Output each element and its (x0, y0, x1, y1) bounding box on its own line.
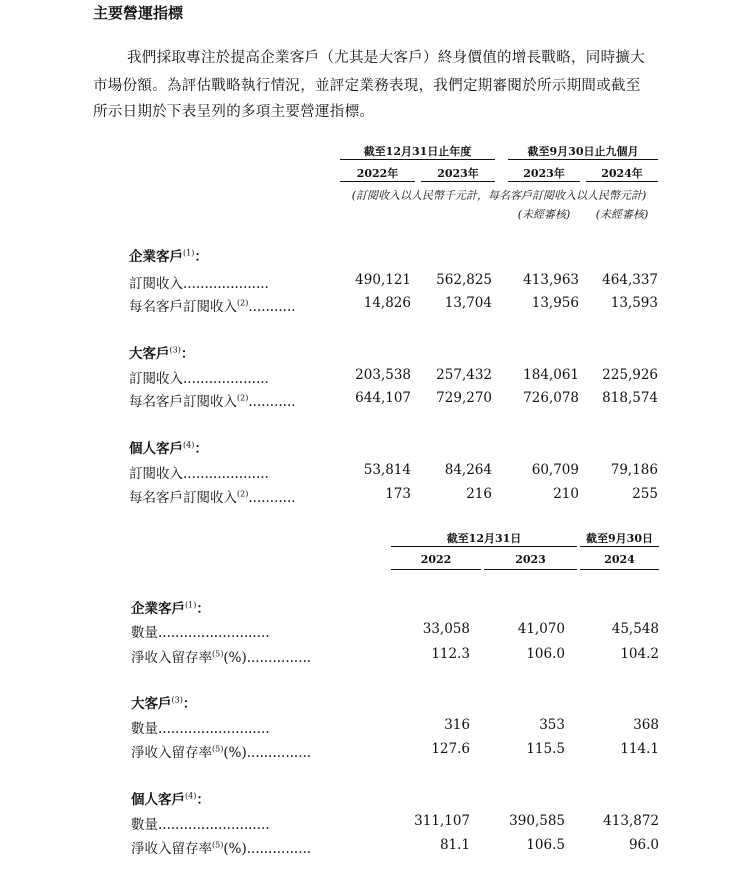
t1-year-header: 2023年 (437, 167, 479, 180)
t1-row-label: 每名客戶訂閱收入$^{(2)}$........... (129, 298, 296, 315)
t2-year-rule (484, 569, 577, 570)
t1-cell: 257,432 (436, 367, 492, 383)
section-title: 主要營運指標 (93, 4, 184, 22)
t2-cell: 390,585 (509, 813, 565, 829)
t1-row-label: 訂閱收入.................... (129, 276, 269, 292)
t2-row-label: 淨收入留存率$^{(5)}$(%)............... (131, 649, 312, 666)
t1-cell: 13,956 (531, 295, 579, 311)
t2-year-header: 2024 (604, 553, 635, 566)
t2-year-rule (580, 569, 659, 570)
t1-cell: 210 (553, 486, 579, 502)
t1-section-individual: 個人客戶$^{(4)}$： (129, 440, 208, 457)
t2-section-large: 大客戶$^{(3)}$： (131, 695, 197, 712)
t2-cell: 413,872 (603, 813, 659, 829)
intro-line-3: 所示日期於下表呈列的多項主要營運指標。 (93, 104, 375, 120)
t1-year-header: 2024年 (601, 167, 643, 180)
t2-cell: 106.0 (526, 646, 565, 662)
t2-year-header: 2023 (515, 553, 546, 566)
t1-cell: 644,107 (355, 390, 411, 406)
t1-cell: 225,926 (602, 367, 658, 383)
t2-year-rule (391, 569, 481, 570)
t2-row-label: 數量.......................... (131, 625, 270, 641)
t1-cell: 13,593 (610, 295, 658, 311)
t1-cell: 79,186 (610, 462, 658, 478)
t2-cell: 33,058 (422, 621, 470, 637)
t2-row-label: 數量.......................... (131, 817, 270, 833)
t2-cell: 81.1 (439, 837, 470, 853)
t1-group-header-nine-months: 截至9月30日止九個月 (527, 145, 639, 158)
intro-line-1: 我們採取專注於提高企業客戶（尤其是大客戶）終身價值的增長戰略，同時擴大 (127, 50, 645, 66)
t2-cell: 316 (444, 717, 470, 733)
t1-cell: 726,078 (523, 390, 579, 406)
t1-cell: 203,538 (355, 367, 411, 383)
t2-row-label: 淨收入留存率$^{(5)}$(%)............... (131, 744, 312, 761)
t2-cell: 96.0 (628, 837, 659, 853)
t1-row-label: 訂閱收入.................... (129, 371, 269, 387)
t2-cell: 112.3 (431, 646, 470, 662)
t2-section-individual: 個人客戶$^{(4)}$： (131, 791, 210, 808)
t2-cell: 45,548 (611, 621, 659, 637)
t2-cell: 106.5 (526, 837, 565, 853)
intro-line-2: 市場份額。為評估戰略執行情況，並評定業務表現，我們定期審閱於所示期間或截至 (93, 78, 641, 94)
t1-cell: 13,704 (444, 295, 492, 311)
t1-cell: 60,709 (531, 462, 579, 478)
t2-group-header-year-end: 截至12月31日 (446, 532, 522, 545)
t2-group-header-sep: 截至9月30日 (586, 532, 653, 545)
t1-unaudited-note: (未經審核) (595, 208, 649, 221)
t1-cell: 184,061 (523, 367, 579, 383)
t1-year-rule (340, 181, 415, 182)
t2-row-label: 數量.......................... (131, 721, 270, 737)
t1-year-header: 2023年 (523, 167, 565, 180)
t1-cell: 729,270 (436, 390, 492, 406)
t2-cell: 368 (633, 717, 659, 733)
t1-unit-note: (訂閱收入以人民幣千元計，每名客戶訂閱收入以人民幣元計) (351, 189, 647, 202)
t1-cell: 14,826 (363, 295, 411, 311)
t2-cell: 127.6 (431, 741, 470, 757)
t1-row-label: 訂閱收入.................... (129, 466, 269, 482)
t1-unaudited-note: (未經審核) (517, 208, 571, 221)
t1-group-header-annual: 截至12月31日止年度 (363, 145, 472, 158)
t1-section-large: 大客戶$^{(3)}$： (129, 345, 195, 362)
t1-year-rule (421, 181, 495, 182)
t1-cell: 818,574 (602, 390, 658, 406)
t2-section-enterprise: 企業客戶$^{(1)}$： (131, 600, 210, 617)
t1-cell: 255 (632, 486, 658, 502)
t1-cell: 173 (385, 486, 411, 502)
t2-cell: 311,107 (414, 813, 470, 829)
t1-group-rule-nine-months (508, 159, 658, 160)
t1-year-rule (508, 181, 580, 182)
t1-group-rule-annual (340, 159, 495, 160)
t2-group-rule (580, 546, 659, 547)
t2-row-label: 淨收入留存率$^{(5)}$(%)............... (131, 840, 312, 857)
t1-cell: 53,814 (363, 462, 411, 478)
t1-cell: 84,264 (444, 462, 492, 478)
t1-cell: 490,121 (355, 272, 411, 288)
t1-year-rule (586, 181, 658, 182)
t1-cell: 216 (466, 486, 492, 502)
t1-cell: 464,337 (602, 272, 658, 288)
t2-cell: 114.1 (620, 741, 659, 757)
t1-cell: 562,825 (436, 272, 492, 288)
t2-cell: 115.5 (526, 741, 565, 757)
t2-cell: 104.2 (620, 646, 659, 662)
t2-cell: 353 (539, 717, 565, 733)
t1-section-enterprise: 企業客戶$^{(1)}$： (129, 248, 208, 265)
t1-year-header: 2022年 (356, 167, 399, 180)
t2-year-header: 2022 (420, 553, 452, 566)
t1-row-label: 每名客戶訂閱收入$^{(2)}$........... (129, 489, 296, 506)
t2-group-rule (391, 546, 577, 547)
t1-row-label: 每名客戶訂閱收入$^{(2)}$........... (129, 393, 296, 410)
t1-cell: 413,963 (523, 272, 579, 288)
t2-cell: 41,070 (517, 621, 565, 637)
